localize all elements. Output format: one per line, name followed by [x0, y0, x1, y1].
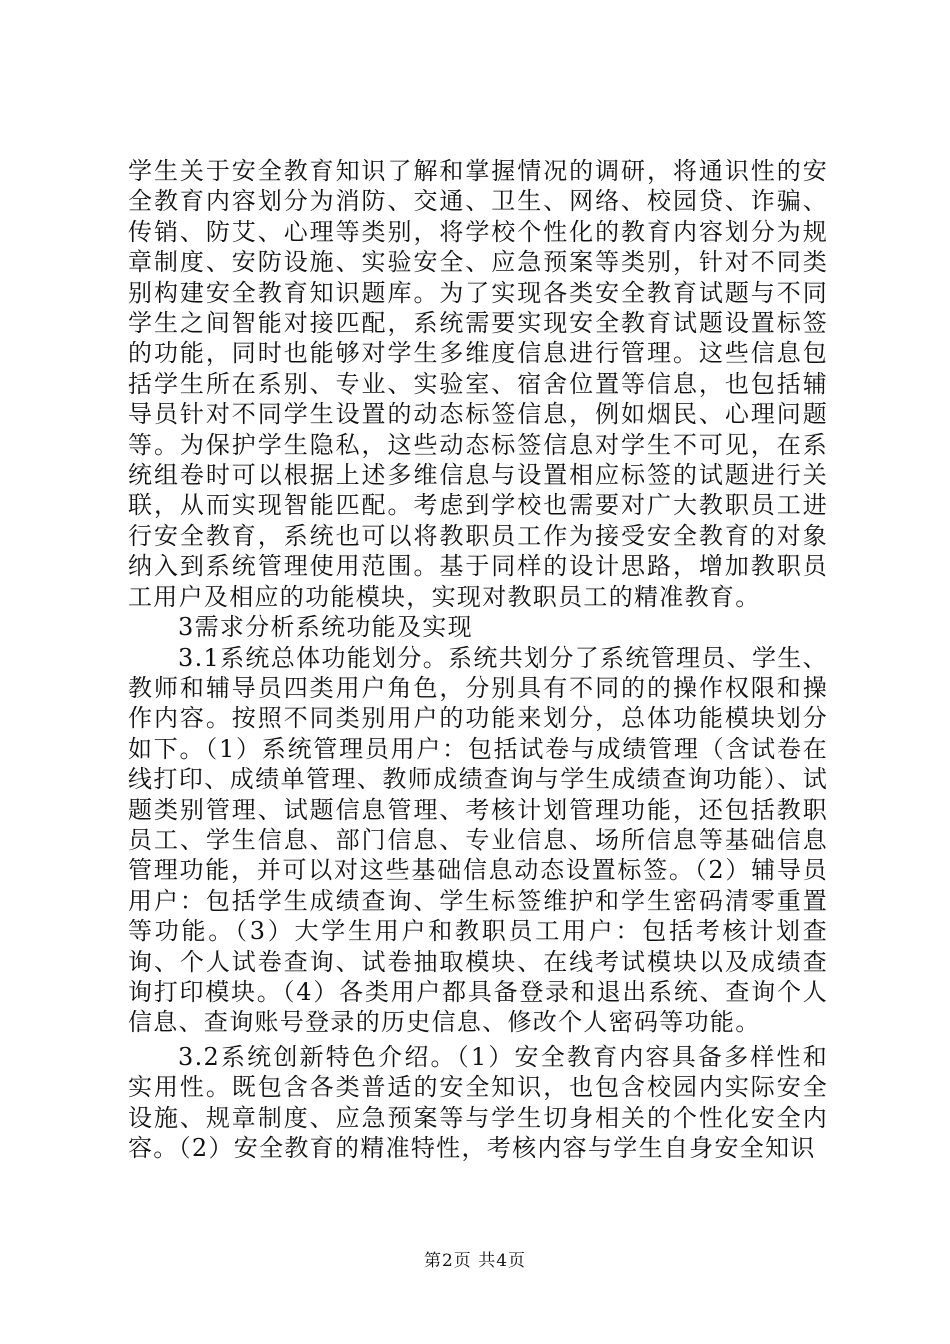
page-footer: 第2页 共4页 [423, 1251, 527, 1271]
paragraph-3-2: 3.2系统创新特色介绍。（1）安全教育内容具备多样性和实用性。既包含各类普适的安全知识，也包含校园内实际安全设施、规章制度、应急预案等与学生切身相关的个性化安全内容。（2）安全教育的精准特性，考核内容与学生自身安全知识 [128, 1042, 828, 1162]
section-heading: 3需求分析系统功能及实现 [178, 613, 473, 642]
paragraph-3-1: 3.1系统总体功能划分。系统共划分了系统管理员、学生、教师和辅导员四类用户角色，分别具有不同的的操作权限和操作内容。按照不同类别用户的功能来划分，总体功能模块划分如下。（1）系统管理员用户：包括试卷与成绩管理（含试卷在线打印、成绩单管理、教师成绩查询与学生成绩查询功能）、试题类别管理、试题信息管理、考核计划管理功能，还包括教职员工、学生信息、部门信息、专业信息、场所信息等基础信息管理功能，并可以对这些基础信息动态设置标签。（2）辅导员用户：包括学生成绩查询、学生标签维护和学生密码清零重置等功能。（3）大学生用户和教职员工用户：包括考核计划查询、个人试卷查询、试卷抽取模块、在线考试模块以及成绩查询打印模块。（4）各类用户都具备登录和退出系统、查询个人信息、查询账号登录的历史信息、修改个人密码等功能。 [128, 643, 828, 1037]
paragraph-intro: 学生关于安全教育知识了解和掌握情况的调研，将通识性的安全教育内容划分为消防、交通、卫生、网络、校园贷、诈骗、传销、防艾、心理等类别，将学校个性化的教育内容划分为规章制度、安防设施、实验安全、应急预案等类别，针对不同类别构建安全教育知识题库。为了实现各类安全教育试题与不同学生之间智能对接匹配，系统需要实现安全教育试题设置标签的功能，同时也能够对学生多维度信息进行管理。这些信息包括学生所在系别、专业、实验室、宿舍位置等信息，也包括辅导员针对不同学生设置的动态标签信息，例如烟民、心理问题等。为保护学生隐私，这些动态标签信息对学生不可见，在系统组卷时可以根据上述多维信息与设置相应标签的试题进行关联，从而实现智能匹配。考虑到学校也需要对广大教职员工进行安全教育，系统也可以将教职员工作为接受安全教育的对象纳入到系统管理使用范围。基于同样的设计思路，增加教职员工用户及相应的功能模块，实现对教职员工的精准教育。 [128, 157, 828, 611]
document-body [128, 156, 828, 1163]
